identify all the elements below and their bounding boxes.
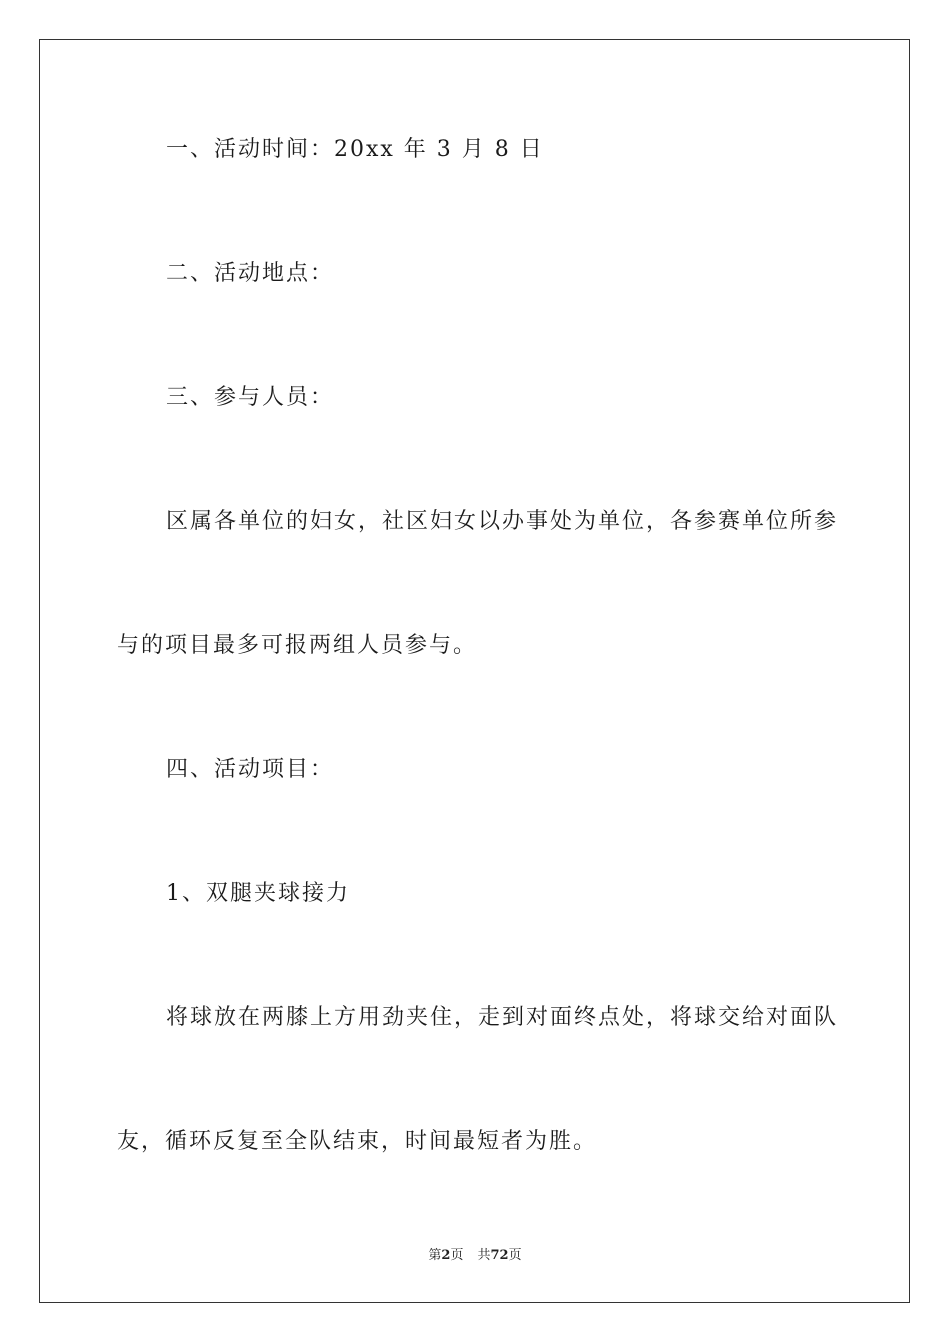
paragraph-participants-line-2: 与的项目最多可报两组人员参与。 — [117, 633, 478, 658]
section-time: 一、活动时间：20xx 年 3 月 8 日 — [166, 137, 544, 162]
section-participants: 三、参与人员： — [166, 385, 335, 410]
section-location: 二、活动地点： — [166, 261, 335, 286]
page-border — [39, 39, 910, 1303]
footer-page-suffix: 页 — [450, 1248, 464, 1263]
activity-item-1-desc-line-2: 友，循环反复至全队结束，时间最短者为胜。 — [117, 1129, 598, 1154]
activity-item-1-title: 1、双腿夹球接力 — [166, 881, 350, 906]
footer-total-prefix: 共 — [477, 1248, 491, 1263]
footer-page-prefix: 第 — [428, 1248, 442, 1263]
footer-total-suffix: 页 — [508, 1248, 522, 1263]
activity-item-1-desc-line-1: 将球放在两膝上方用劲夹住，走到对面终点处，将球交给对面队 — [166, 1005, 839, 1030]
section-activities: 四、活动项目： — [166, 757, 335, 782]
paragraph-participants-line-1: 区属各单位的妇女，社区妇女以办事处为单位，各参赛单位所参 — [166, 509, 839, 534]
page-footer — [0, 1247, 950, 1265]
footer-total-pages: 72 — [490, 1248, 509, 1263]
footer-page-number: 2 — [441, 1248, 451, 1263]
